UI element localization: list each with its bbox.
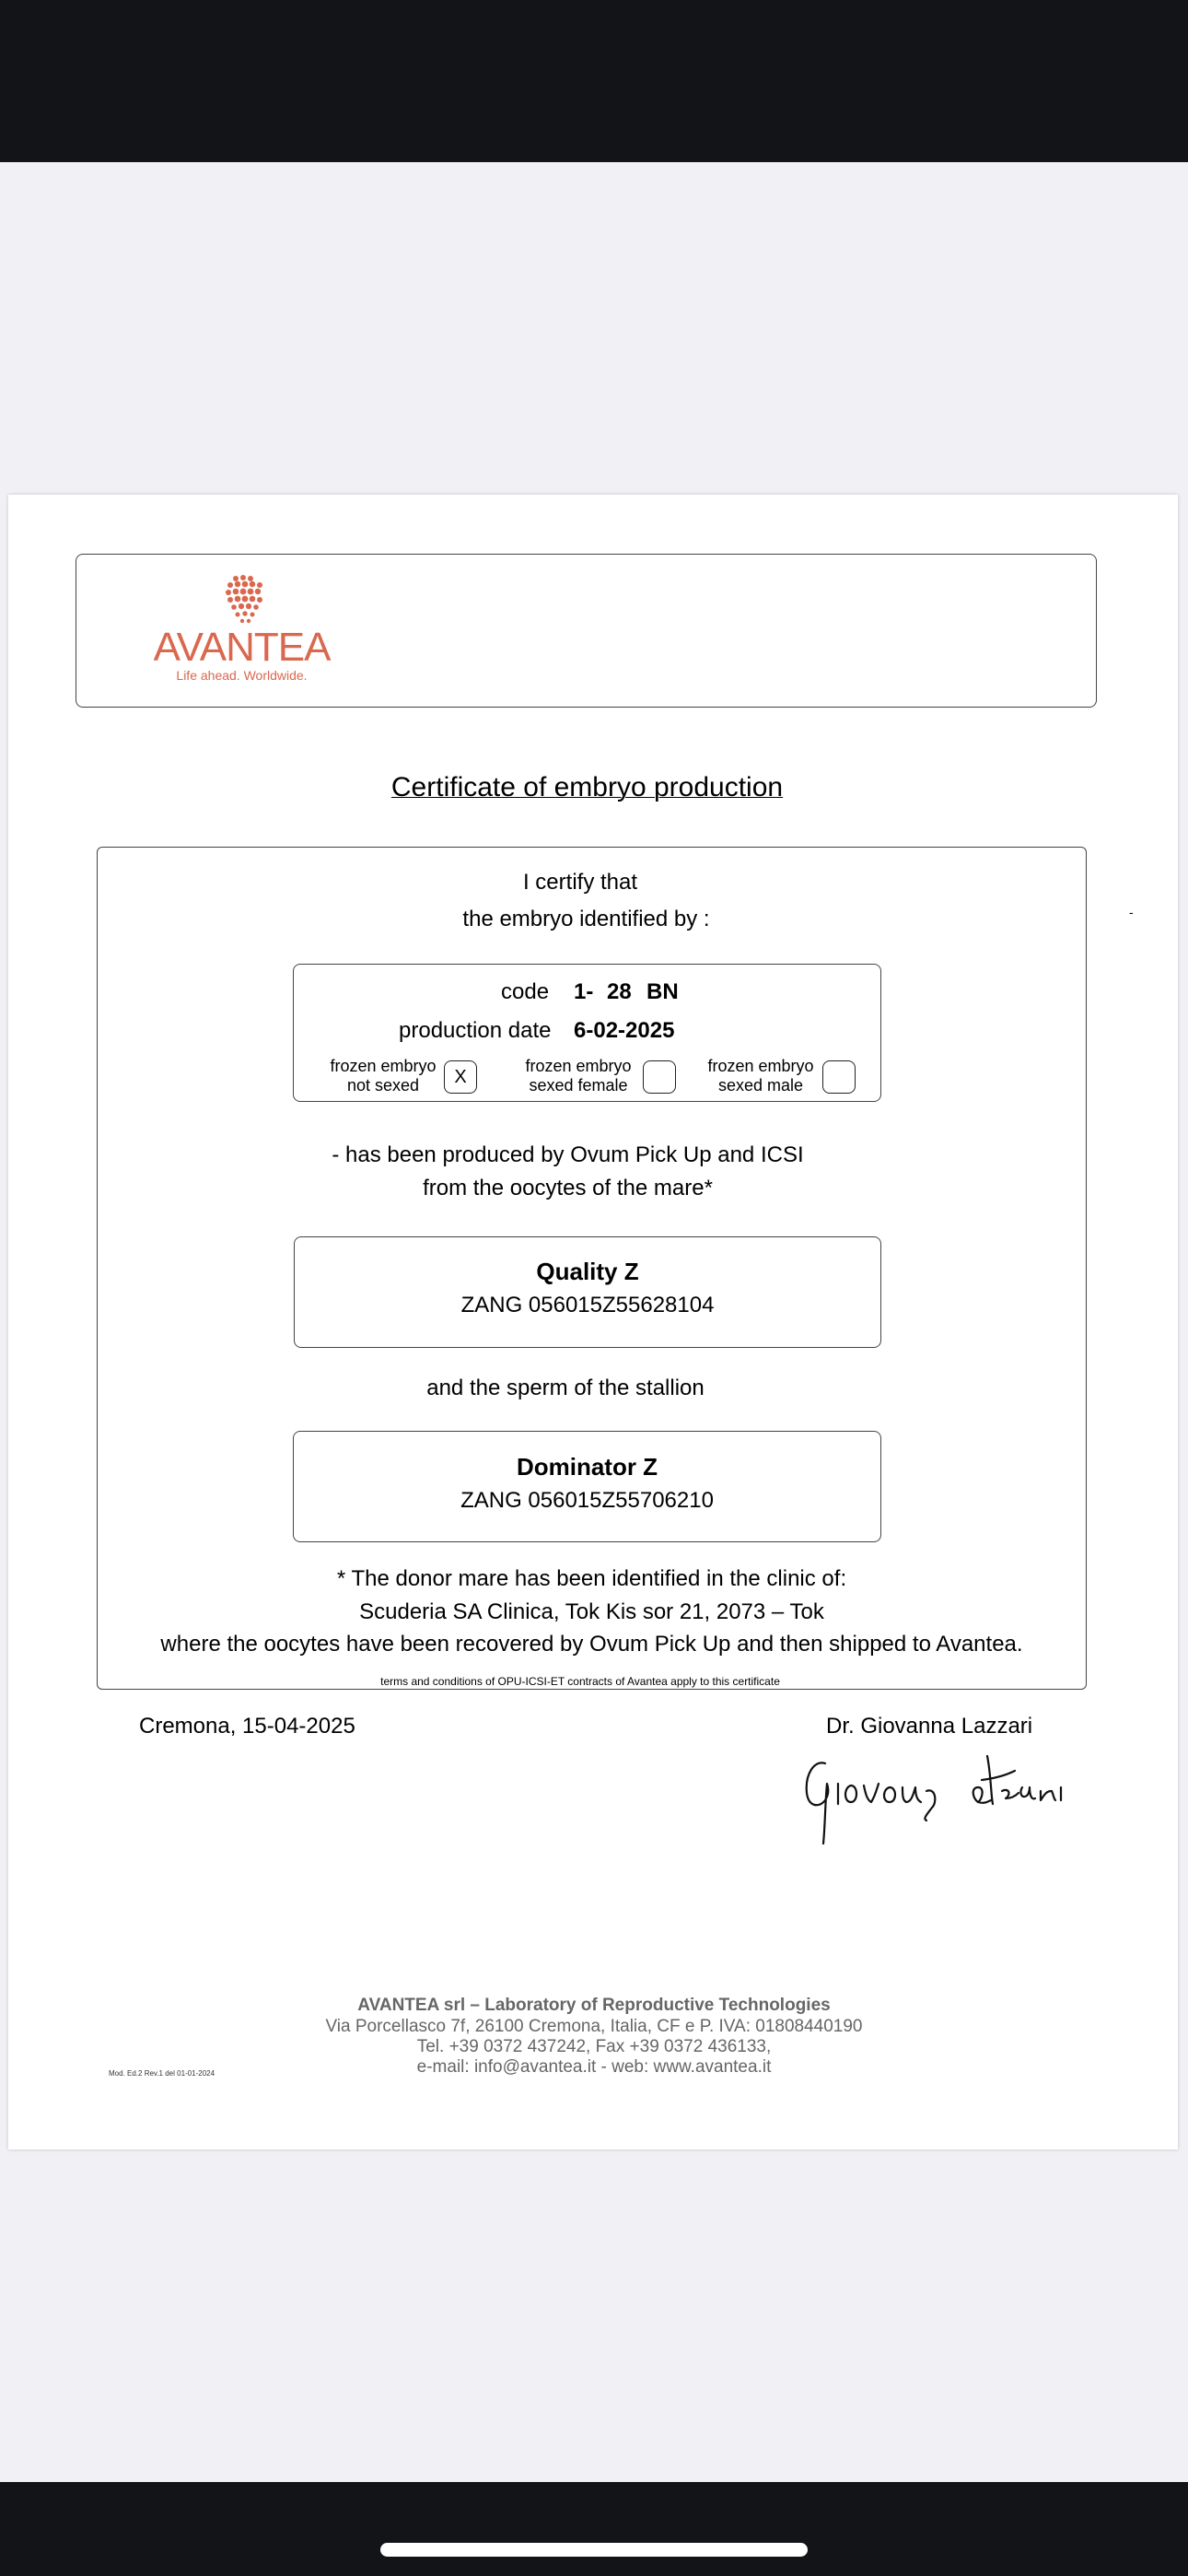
certificate-title: Certificate of embryo production — [390, 772, 784, 802]
bottom-bar — [0, 2482, 1188, 2576]
intro-line-1: I certify that — [522, 870, 638, 895]
handwritten-signature — [798, 1747, 1074, 1848]
mare-name: Quality Z — [536, 1258, 639, 1285]
status-bar — [0, 0, 1188, 162]
checkbox-sexed-female — [643, 1060, 676, 1094]
option-sexed-female-label: frozen embryo sexed female — [525, 1057, 632, 1095]
footer-company: AVANTEA srl – Laboratory of Reproductive Technologies — [357, 1996, 831, 2015]
footer-address: Via Porcellasco 7f, 26100 Cremona, Italia, CF e P. IVA: 01808440190 — [325, 2017, 863, 2036]
intro-line-2: the embryo identified by : — [462, 907, 710, 931]
mare-id: ZANG 056015Z55628104 — [460, 1293, 715, 1317]
home-indicator[interactable] — [380, 2543, 808, 2557]
code-value-1: 1- — [574, 979, 594, 1004]
production-date-value: 6-02-2025 — [574, 1018, 675, 1043]
avantea-wordmark: AVANTEA — [153, 625, 331, 670]
stray-mark: - — [1129, 905, 1134, 919]
footer-phone: Tel. +39 0372 437242, Fax +39 0372 436133, — [416, 2037, 772, 2056]
avantea-logo-icon — [217, 573, 273, 626]
production-date-label: production date — [399, 1018, 552, 1043]
option-sexed-male-label: frozen embryo sexed male — [707, 1057, 814, 1095]
produced-line-2: from the oocytes of the mare* — [423, 1176, 713, 1200]
footer-contact: e-mail: info@avantea.it - web: www.avantea.it — [416, 2057, 772, 2077]
sperm-text: and the sperm of the stallion — [426, 1376, 705, 1400]
terms-note: terms and conditions of OPU-ICSI-ET contracts of Avantea apply to this certificate — [380, 1675, 780, 1688]
stallion-name: Dominator Z — [516, 1453, 658, 1481]
donor-line-3: where the oocytes have been recovered by Ovum Pick Up and then shipped to Avantea. — [160, 1632, 1023, 1657]
code-value-2: 28 — [607, 979, 632, 1004]
checkbox-not-sexed: X — [444, 1060, 477, 1094]
code-value-3: BN — [646, 979, 679, 1004]
avantea-tagline: Life ahead. Worldwide. — [176, 668, 308, 683]
donor-line-2: Scuderia SA Clinica, Tok Kis sor 21, 2073 – Tok — [359, 1599, 824, 1624]
place-date: Cremona, 15-04-2025 — [139, 1714, 355, 1739]
checkbox-sexed-male — [822, 1060, 856, 1094]
donor-line-1: * The donor mare has been identified in the clinic of: — [336, 1566, 847, 1591]
option-not-sexed-label: frozen embryo not sexed — [330, 1057, 437, 1095]
code-label: code — [501, 979, 550, 1004]
stallion-box — [293, 1431, 881, 1542]
signatory-name: Dr. Giovanna Lazzari — [826, 1714, 1033, 1739]
form-reference: Mod. Ed.2 Rev.1 del 01-01-2024 — [109, 2069, 215, 2078]
produced-line-1: - has been produced by Ovum Pick Up and ICSI — [332, 1142, 804, 1167]
stallion-id: ZANG 056015Z55706210 — [460, 1488, 714, 1513]
